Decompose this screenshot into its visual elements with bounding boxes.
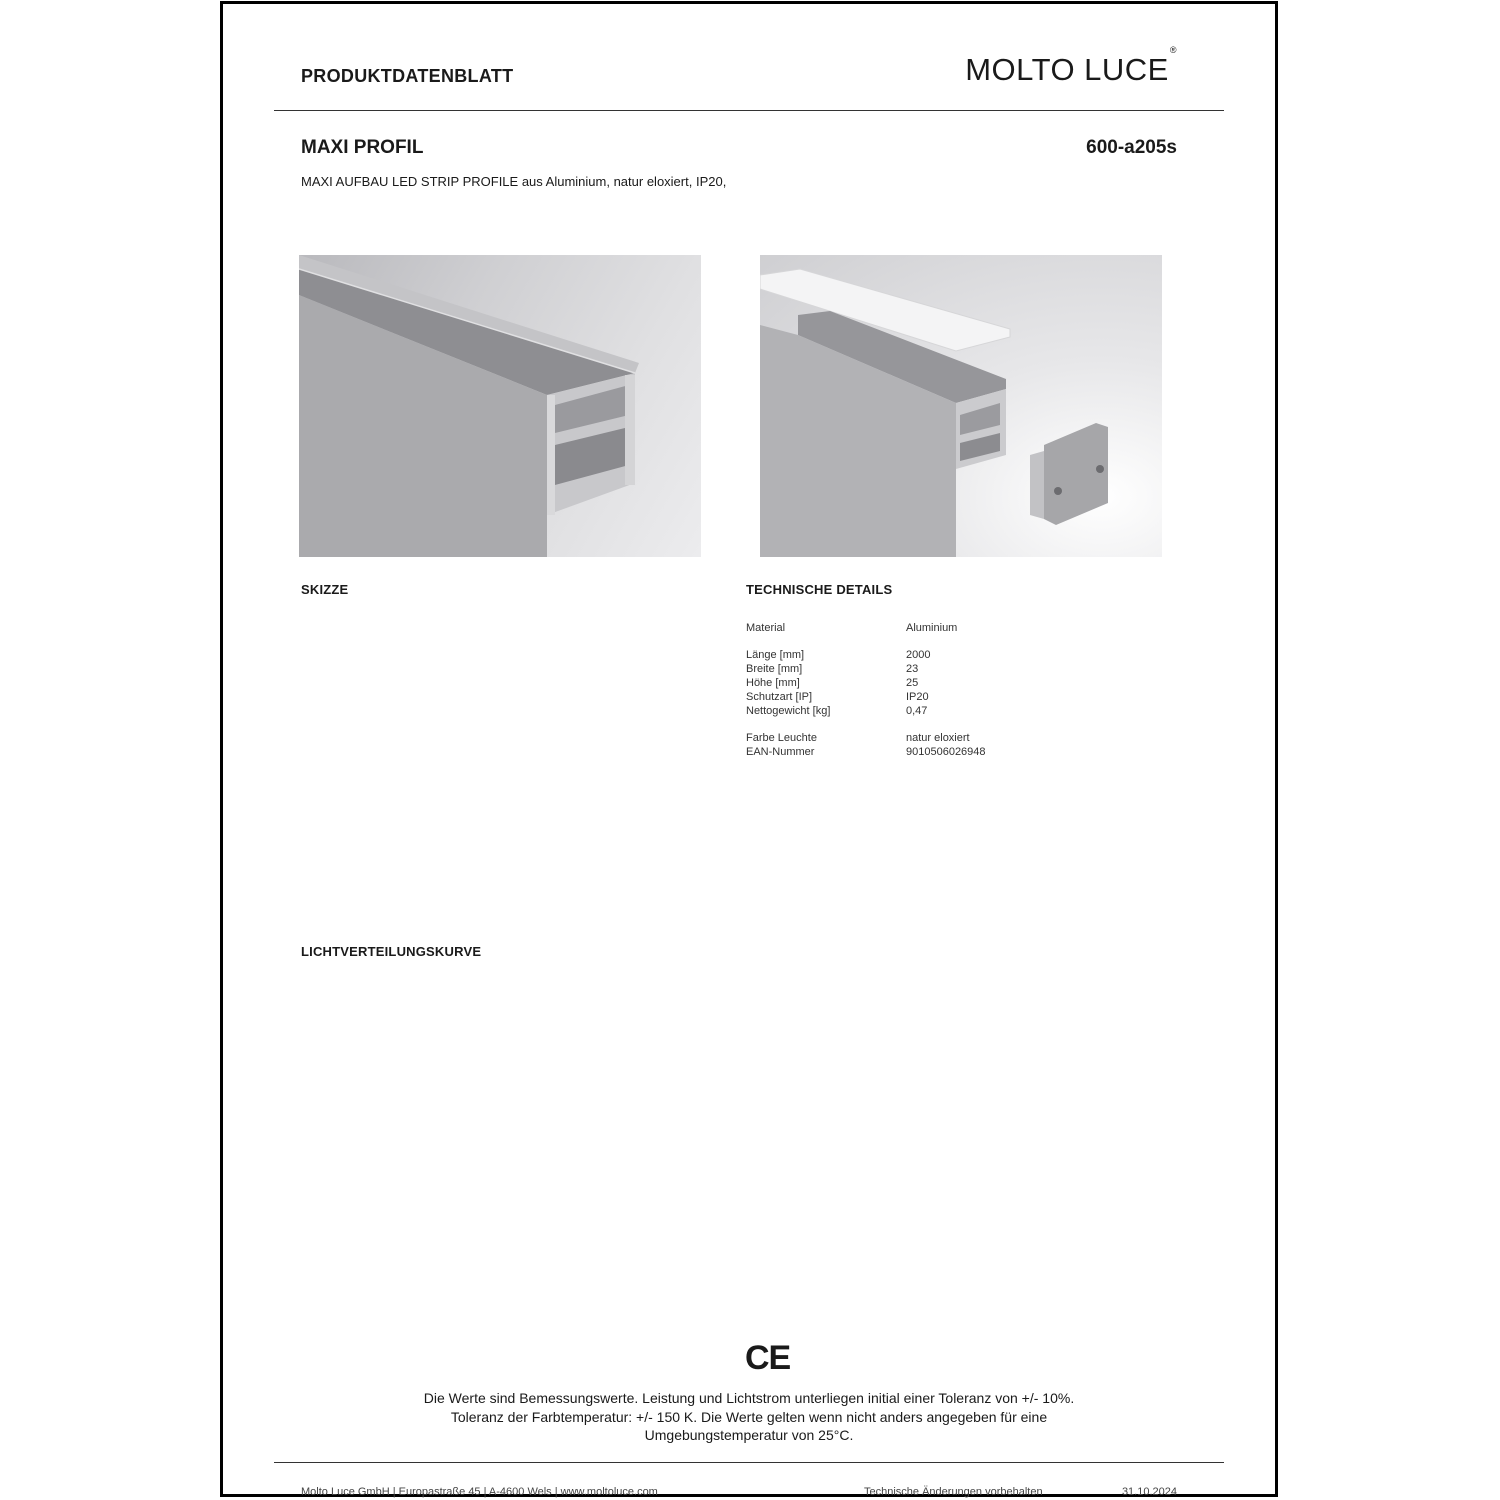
spec-label: Farbe Leuchte (746, 732, 817, 744)
spec-value: 9010506026948 (906, 746, 986, 758)
product-description: MAXI AUFBAU LED STRIP PROFILE aus Aluminium, natur eloxiert, IP20, (301, 174, 727, 189)
spec-label: Schutzart [IP] (746, 691, 813, 703)
spec-label: Breite [mm] (746, 663, 803, 675)
header-divider (274, 110, 1224, 111)
section-skizze-heading: SKIZZE (301, 582, 349, 597)
document-type-title: PRODUKTDATENBLATT (301, 66, 514, 86)
spec-row (746, 621, 986, 635)
spec-row (746, 676, 986, 690)
spec-label: EAN-Nummer (746, 746, 815, 758)
tolerance-note-line: Toleranz der Farbtemperatur: +/- 150 K. Die Werte gelten wenn nicht anders angegeben für eine (450, 1408, 1048, 1425)
section-technical-details-heading: TECHNISCHE DETAILS (746, 582, 893, 597)
spec-label: Material (746, 622, 786, 634)
footer-company-info: Molto Luce GmbH | Europastraße 45 | A-4600 Wels | www.moltoluce.com (301, 1486, 658, 1498)
spec-label: Nettogewicht [kg] (746, 705, 831, 717)
profile-photo (299, 255, 701, 557)
footer-disclaimer: Technische Änderungen vorbehalten (864, 1486, 1043, 1498)
spec-label: Höhe [mm] (746, 677, 800, 689)
spec-label: Länge [mm] (746, 649, 805, 661)
product-name: MAXI PROFIL (301, 137, 424, 158)
tolerance-note-line: Die Werte sind Bemessungswerte. Leistung und Lichtstrom unterliegen initial einer Toleranz von +/- 10%. (423, 1390, 1075, 1406)
spec-value: IP20 (906, 691, 929, 703)
technical-specs-table (746, 621, 986, 759)
spec-value: 0,47 (906, 705, 928, 717)
footer-date: 31.10.2024 (1121, 1486, 1177, 1498)
registered-mark: ® (1169, 44, 1177, 55)
footer-divider (274, 1462, 1224, 1463)
spec-value: Aluminium (906, 622, 958, 634)
spec-row (746, 731, 986, 745)
spec-row (746, 745, 986, 759)
profile-with-accessories-photo (760, 255, 1162, 557)
spec-row (746, 662, 986, 676)
datasheet-page (220, 1, 1278, 1497)
spec-row (746, 648, 986, 662)
ce-mark: CE (745, 1339, 791, 1377)
section-light-distribution-heading: LICHTVERTEILUNGSKURVE (301, 944, 482, 959)
spec-row (746, 704, 986, 718)
tolerance-note-line: Umgebungstemperatur von 25°C. (644, 1427, 854, 1443)
product-code: 600-a205s (1086, 137, 1177, 158)
brand-logo-text: MOLTO LUCE (965, 52, 1169, 87)
spec-value: natur eloxiert (906, 732, 970, 744)
profile-accessories-illustration (760, 255, 1162, 557)
spec-value: 23 (906, 663, 919, 675)
tolerance-note (274, 1389, 1224, 1445)
spec-row (746, 690, 986, 704)
spec-value: 25 (906, 677, 919, 689)
profile-illustration (299, 255, 701, 557)
brand-logo (965, 44, 1177, 88)
spec-value: 2000 (906, 649, 931, 661)
